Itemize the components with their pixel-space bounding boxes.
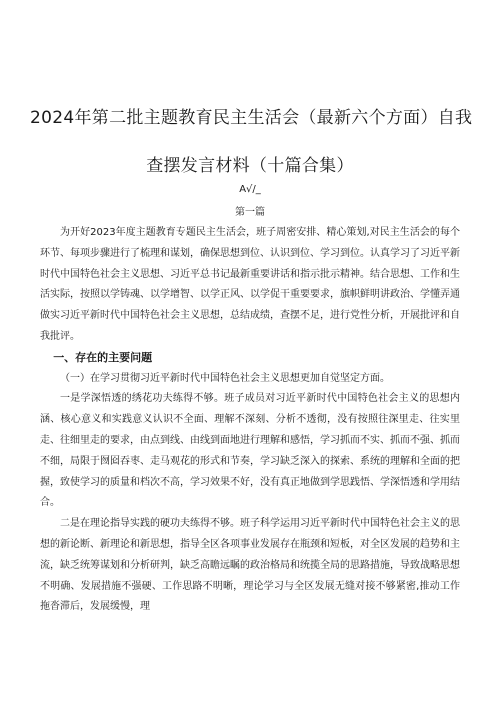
body-paragraph: （一）在学习贯彻习近平新时代中国特色社会主义思想更加自觉坚定方面。: [60, 372, 390, 384]
body-paragraph: 为开好2023年度主题教育专题民主生活会，班子周密安排、精心策划,对民主生活会的每个环节、每项步骤进行了梳理和谋划，确保思想到位、认识到位、学习到位。认真学习了习近平新时代中国特色社会主义思想、习近平总书记最新重要讲话和指示批示精神。结合思想、工作和生活实际，按照以学铸魂、以学增智、以学正风、以学促干重要要求，旗帜鲜明讲政治、学懂弄通做实习近平新时代中国特色社会主义思想，总结成绩，查摆不足，进行党性分析，开展批评和自我批评。: [40, 227, 460, 342]
document-body: [40, 223, 460, 618]
document-title-line-1: 2024年第二批主题教育民主生活会（最新六个方面）自我: [30, 108, 473, 128]
document-title-line-2: 查摆发言材料（十篇合集）: [146, 156, 354, 176]
document-mark: A√/_: [239, 184, 261, 195]
body-paragraph: 一是学深悟透的绣花功夫练得不够。班子成员对习近平新时代中国特色社会主义的思想内涵、核心意义和实践意义认识不全面、理解不深刻、分析不透彻，没有按照往深里走、往实里走、往细里走的要求，由点到线、由线到面地进行理解和感悟，学习抓而不实、抓而不强、抓而不细，局限于囫囵吞枣、走马观花的形式和节奏，学习缺乏深入的探索、系统的理解和全面的把握，致使学习的质量和档次不高，学习效果不好，没有真正地做到学思践悟、学深悟透和学用结合。: [40, 393, 460, 509]
section-subtitle: 第一篇: [235, 207, 265, 218]
body-paragraph: 二是在理论指导实践的硬功夫练得不够。班子科学运用习近平新时代中国特色社会主义的思想的新论断、新理论和新思想，指导全区各项事业发展存在瓶颈和短板，对全区发展的趋势和主流，缺乏统筹谋划和分析研判，缺乏高瞻远瞩的政治格局和统揽全局的思路措施，导致战略思想不明确、发展措施不强硬、工作思路不明晰，理论学习与全区发展无缝对接不够紧密,推动工作拖沓滞后，发展缓慢，理: [40, 518, 460, 613]
section-heading: 一、存在的主要问题: [53, 350, 153, 364]
